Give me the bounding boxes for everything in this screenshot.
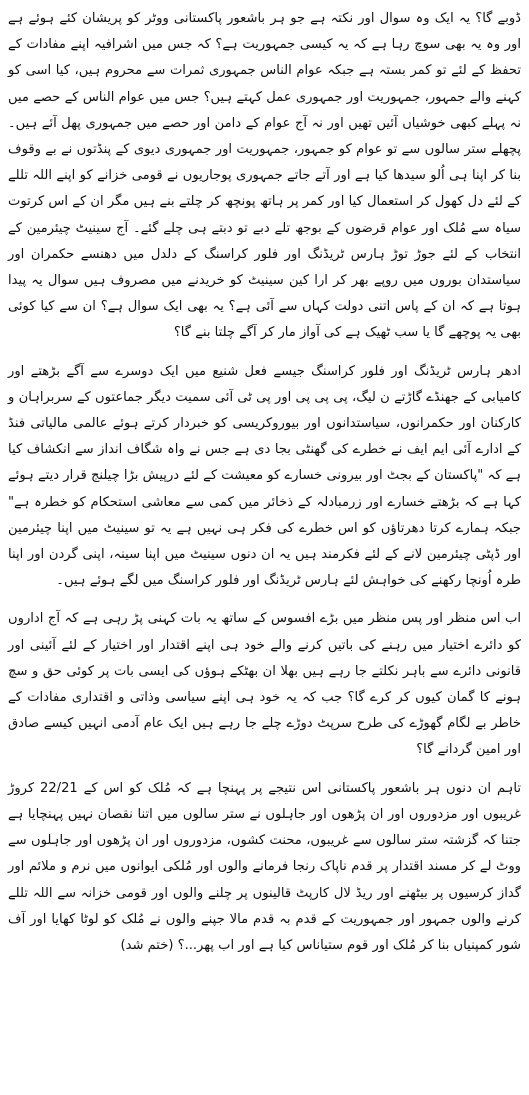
article-paragraph-4: تاہم ان دنوں ہر باشعور پاکستانی اس نتیجے پر پہنچا ہے کہ مُلک کو اس کے 22/21 کروڑ غریبوں اور مزدوروں اور ان پڑھوں اور جاہلوں نے ستر سالوں میں اتنا نقصان نہیں پہنچایا ہے جتنا کہ گزشتہ ستر سالوں سے غریبوں، محنت کشوں، مزدوروں اور ان پڑھوں اور جاہلوں سے ووٹ لے کر مسند اقتدار پر قدم ناپاک رنجا فرمانے والوں اور مُلکی ایوانوں میں نرم و ملائم اور گداز کرسیوں پر بیٹھنے اور ریڈ لال کارپٹ قالینوں پر چلنے والوں اور قومی خزانہ سے اللہ تللے کرنے والوں جمہور اور جمہوریت کے قدم بہ قدم مالا جپنے والوں نے مُلک کو لوٹا کھایا اور آف شور کمپنیاں بنا کر مُلک اور قوم ستیاناس کیا ہے اور اب پھر...؟ (ختم شد) <box>8 780 521 953</box>
article-paragraph-2: ادھر ہارس ٹریڈنگ اور فلور کراسنگ جیسے فعل شنیع میں ایک دوسرے سے آگے بڑھتے اور کامیابی کے جھنڈے گاڑتے ن لیگ، پی پی پی اور پی ٹی آئی سمیت دیگر جماعتوں کے سربراہان و کارکنان اور حکمرانوں، سیاستدانوں اور بیوروکریسی کو خبردار کرتے ہوئے عالمی مالیاتی فنڈ کے ادارے آئی ایم ایف نے خطرے کی گھنٹی بجا دی ہے جس نے واہ شگاف انداز سے انکشاف کیا ہے کہ "پاکستان کے بجٹ اور بیرونی خسارے کو معیشت کے لئے درپیش بڑا چیلنج قرار دیتے ہوئے کہا ہے کہ بڑھتے خسارے اور زرمبادلہ کے ذخائر میں کمی سے معاشی استحکام کو خطرہ ہے" جبکہ ہمارے کرتا دھرتاؤں کو اس خطرے کی فکر ہی نہیں ہے یہ تو سینیٹ میں اپنا چیئرمین اور ڈپٹی چیئرمین لانے کے لئے فکرمند ہیں یہ ان دنوں سینیٹ میں اپنا سینہ، اپنی گردن اور اپنا طرہ اُونچا رکھنے کی خواہش لئے ہارس ٹریڈنگ اور فلور کراسنگ میں لگے ہوئے ہیں۔ <box>8 363 521 589</box>
article-paragraph-3: اب اس منظر اور پس منظر میں بڑے افسوس کے ساتھ یہ بات کہنی پڑ رہی ہے کہ آج اداروں کو دائرے اختیار میں رہنے کی باتیں کرنے والے خود ہی اپنے اقتدار اور اختیار کے لئے آئینی اور قانونی دائرے سے باہر نکلتے جا رہے ہیں بھلا ان بھٹکے ہوؤں کی ایسی بات پر کوئی حق و سچ ہونے کا گمان کیوں کر کرے گا؟ جب کہ یہ خود ہی اپنے سیاسی وذاتی و اقتداری مفادات کے خاطر بے لگام گھوڑے کی طرح سرپٹ دوڑے چلے جا رہے ہیں ایک عام آدمی انہیں کیسے صادق اور امین گردانے گا؟ <box>8 611 521 758</box>
article-paragraph-1: ڈوبے گا؟ یہ ایک وہ سوال اور نکتہ ہے جو ہر باشعور پاکستانی ووٹر کو پریشان کئے ہوئے ہے اور وہ یہ بھی سوچ رہا ہے کہ یہ کیسی جمہوریت ہے؟ کہ جس میں اشرافیہ اپنے مفادات کے تحفظ کے لئے تو کمر بستہ ہے جبکہ عوام الناس جمہوری ثمرات سے محروم ہیں، کیا اسی کو کہنے والے جمہور، جمہوریت اور جمہوری عمل کہتے ہیں؟ جس میں عوام الناس کے حصے میں نہ پہلے کبھی خوشیاں آئیں تھیں اور نہ آج عوام کے دامن اور حصے میں جمہوری پھل آئے ہیں۔ پچھلے ستر سالوں سے تو عوام کو جمہور، جمہوریت اور جمہوری دیوی کے پنڈتوں نے بے وقوف بنا کر اپنا ہی اُلو سیدھا کیا ہے اور آتے جاتے جمہوری پوجاریوں نے قومی خزانے کو اپنے اللہ تللے کے لئے دل کھول کر استعمال کیا اور کمر پر ہاتھ پونچھ کر چلتے بنے ہیں مگر ان کے اس کرتوت سیاہ سے مُلک اور عوام قرضوں کے بوجھ تلے دبے تو دبتے ہی چلے گئے۔ آج سینیٹ چیئرمین کے انتخاب کے لئے جوڑ توڑ ہارس ٹریڈنگ اور فلور کراسنگ کے دلدل میں دھنسے حکمران اور سیاستدان بوروں میں روپے بھر کر ارا کین سینیٹ کو خریدنے میں مصروف ہیں سوال یہ پیدا ہوتا ہے کہ ان کے پاس اتنی دولت کہاں سے آئی ہے؟ یہ بھی ایک سوال ہے؟ ان سے کیا کوئی بھی یہ پوچھے گا یا سب ٹھیک ہے کی آواز مار کر آگے چلتا بنے گا؟ <box>8 11 521 341</box>
